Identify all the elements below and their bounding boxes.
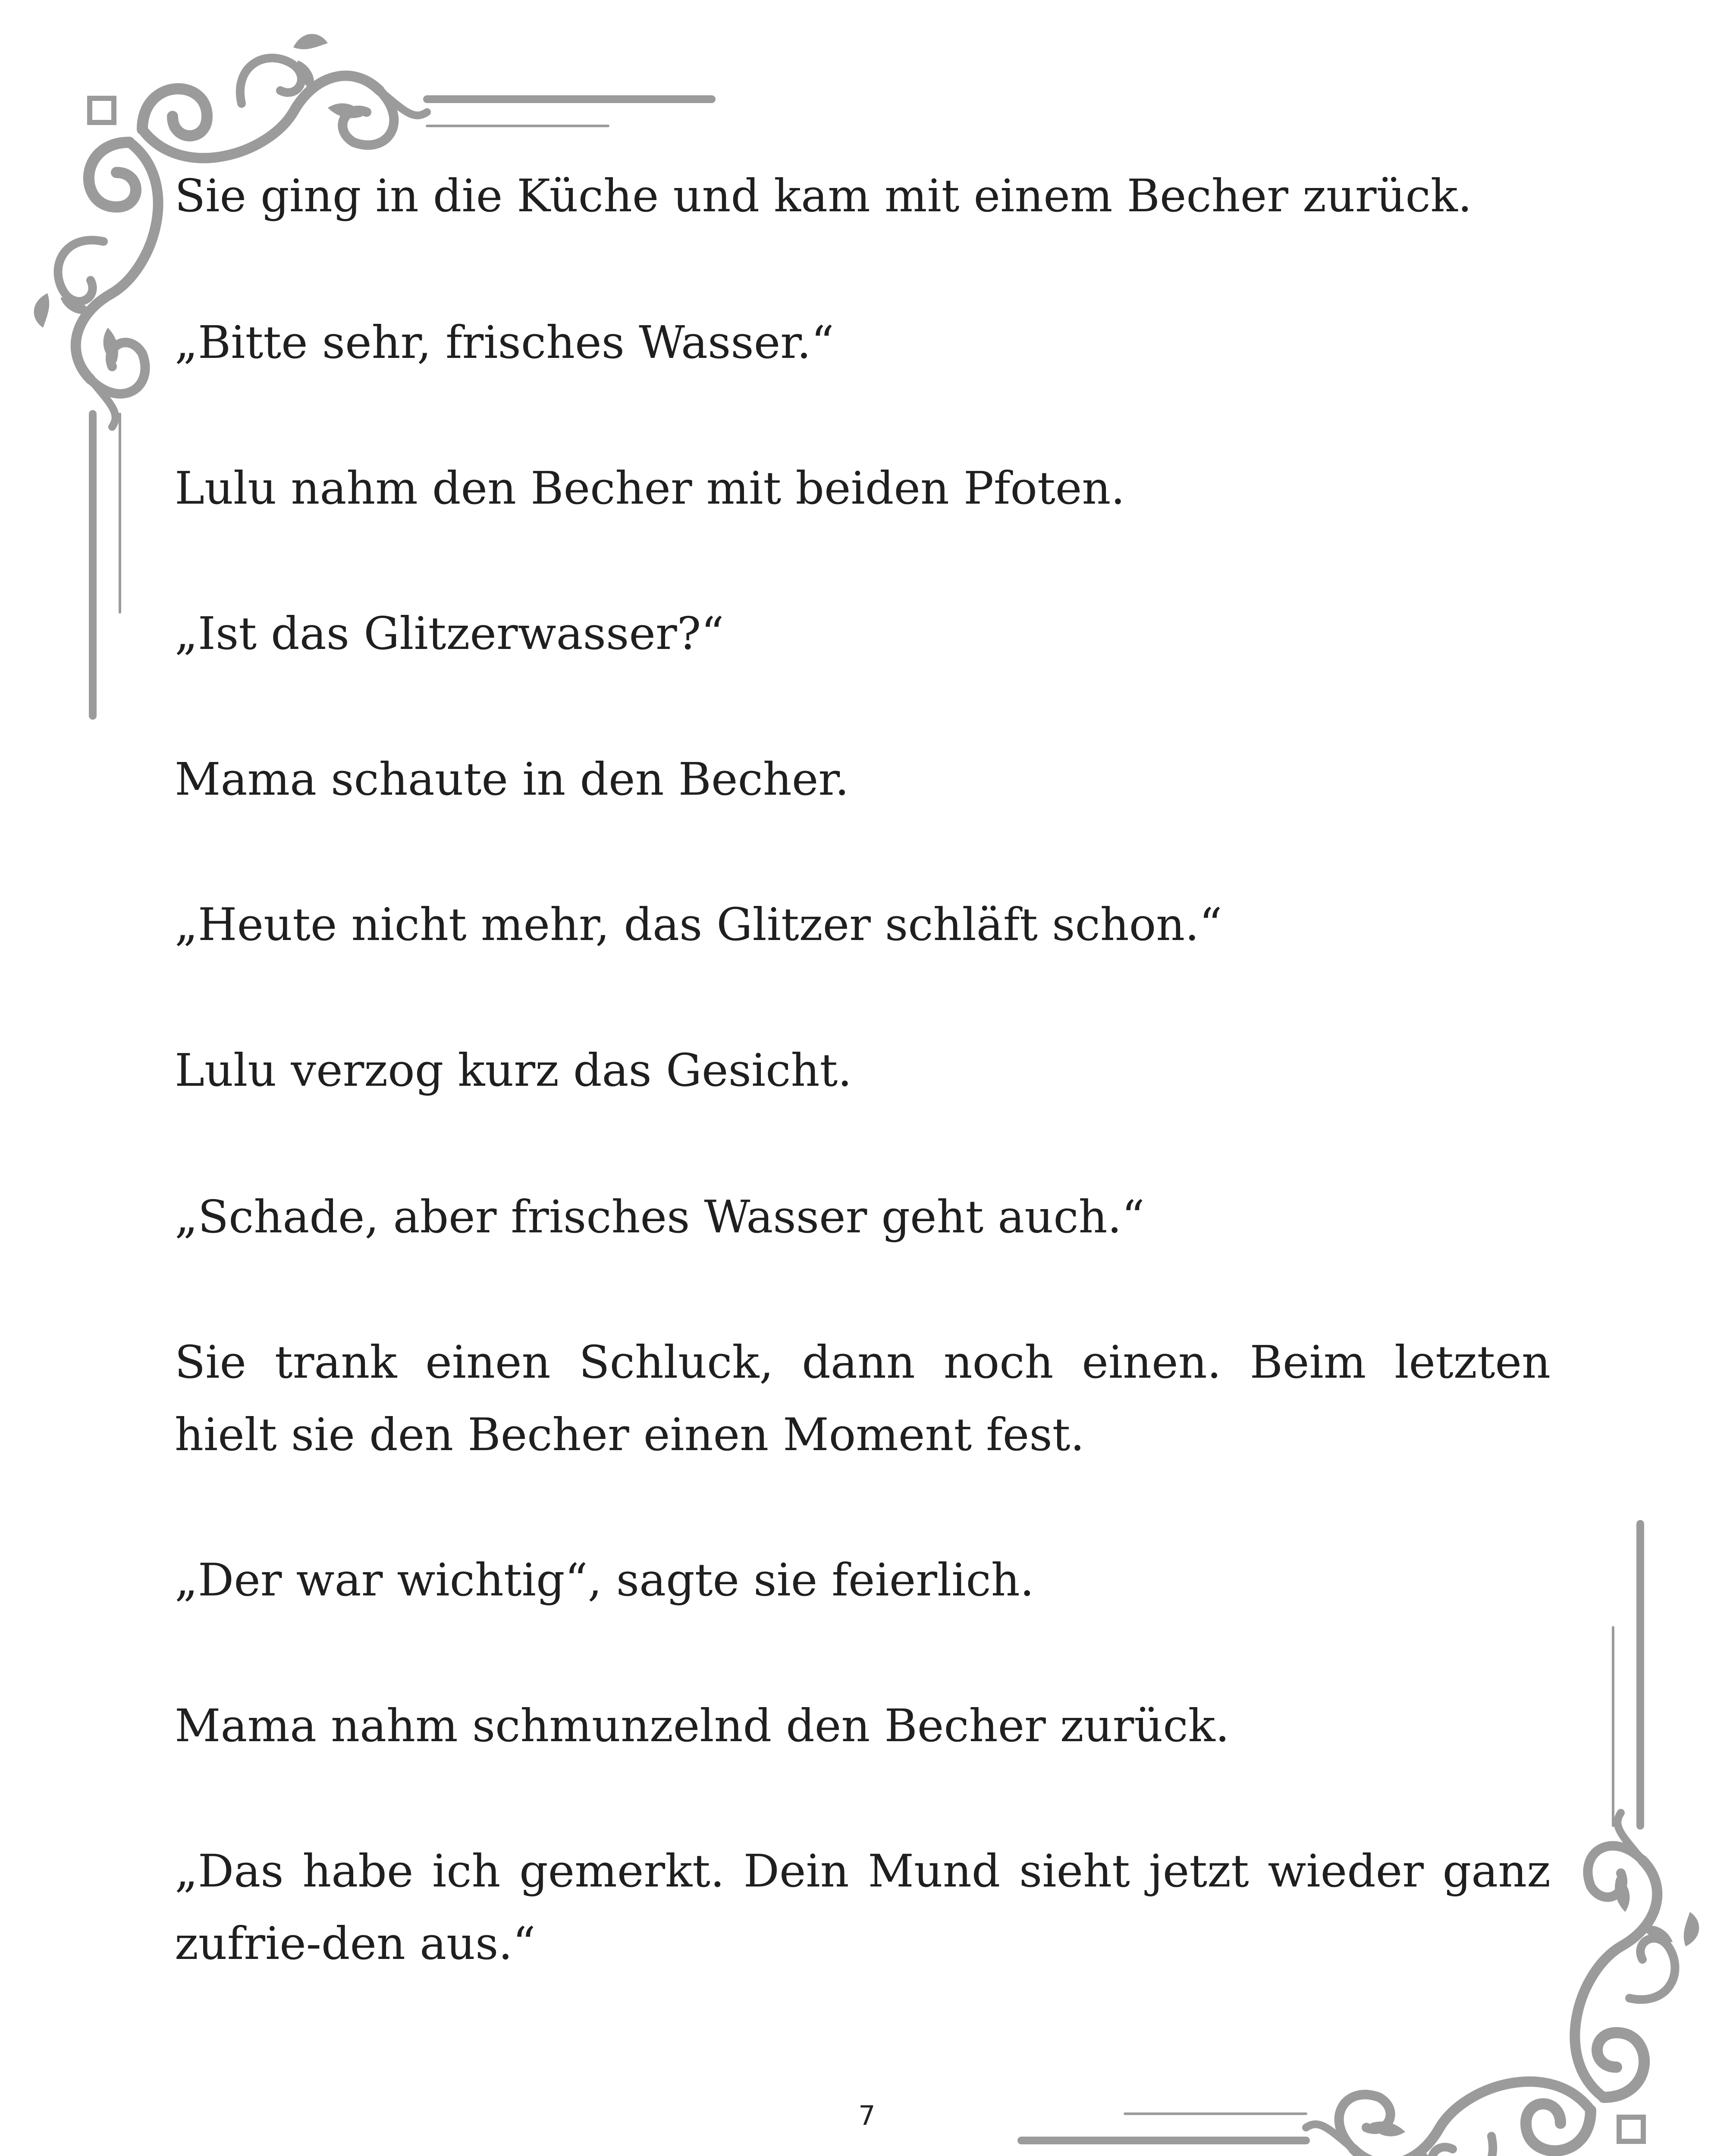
paragraph: Lulu nahm den Becher mit beiden Pfoten. bbox=[175, 462, 1125, 514]
paragraph: „Das habe ich gemerkt. Dein Mund sieht jetzt wieder ganz zufrie-den aus.“ bbox=[175, 1845, 1551, 1970]
paragraph: Mama nahm schmunzelnd den Becher zurück. bbox=[175, 1699, 1230, 1752]
paragraph: Sie trank einen Schluck, dann noch einen. Beim letzten hielt sie den Becher einen Moment fest. bbox=[175, 1336, 1551, 1461]
page-number: 7 bbox=[858, 2100, 876, 2131]
paragraph: „Ist das Glitzerwasser?“ bbox=[175, 607, 724, 660]
paragraph: Lulu verzog kurz das Gesicht. bbox=[175, 1044, 852, 1097]
paragraph: Sie ging in die Küche und kam mit einem Becher zurück. bbox=[175, 169, 1472, 222]
paragraph: „Bitte sehr, frisches Wasser.“ bbox=[175, 316, 834, 369]
paragraph: „Heute nicht mehr, das Glitzer schläft schon.“ bbox=[175, 898, 1222, 951]
paragraph: Mama schaute in den Becher. bbox=[175, 753, 849, 805]
paragraph: „Schade, aber frisches Wasser geht auch.“ bbox=[175, 1191, 1145, 1243]
paragraph: „Der war wichtig“, sagte sie feierlich. bbox=[175, 1554, 1034, 1606]
